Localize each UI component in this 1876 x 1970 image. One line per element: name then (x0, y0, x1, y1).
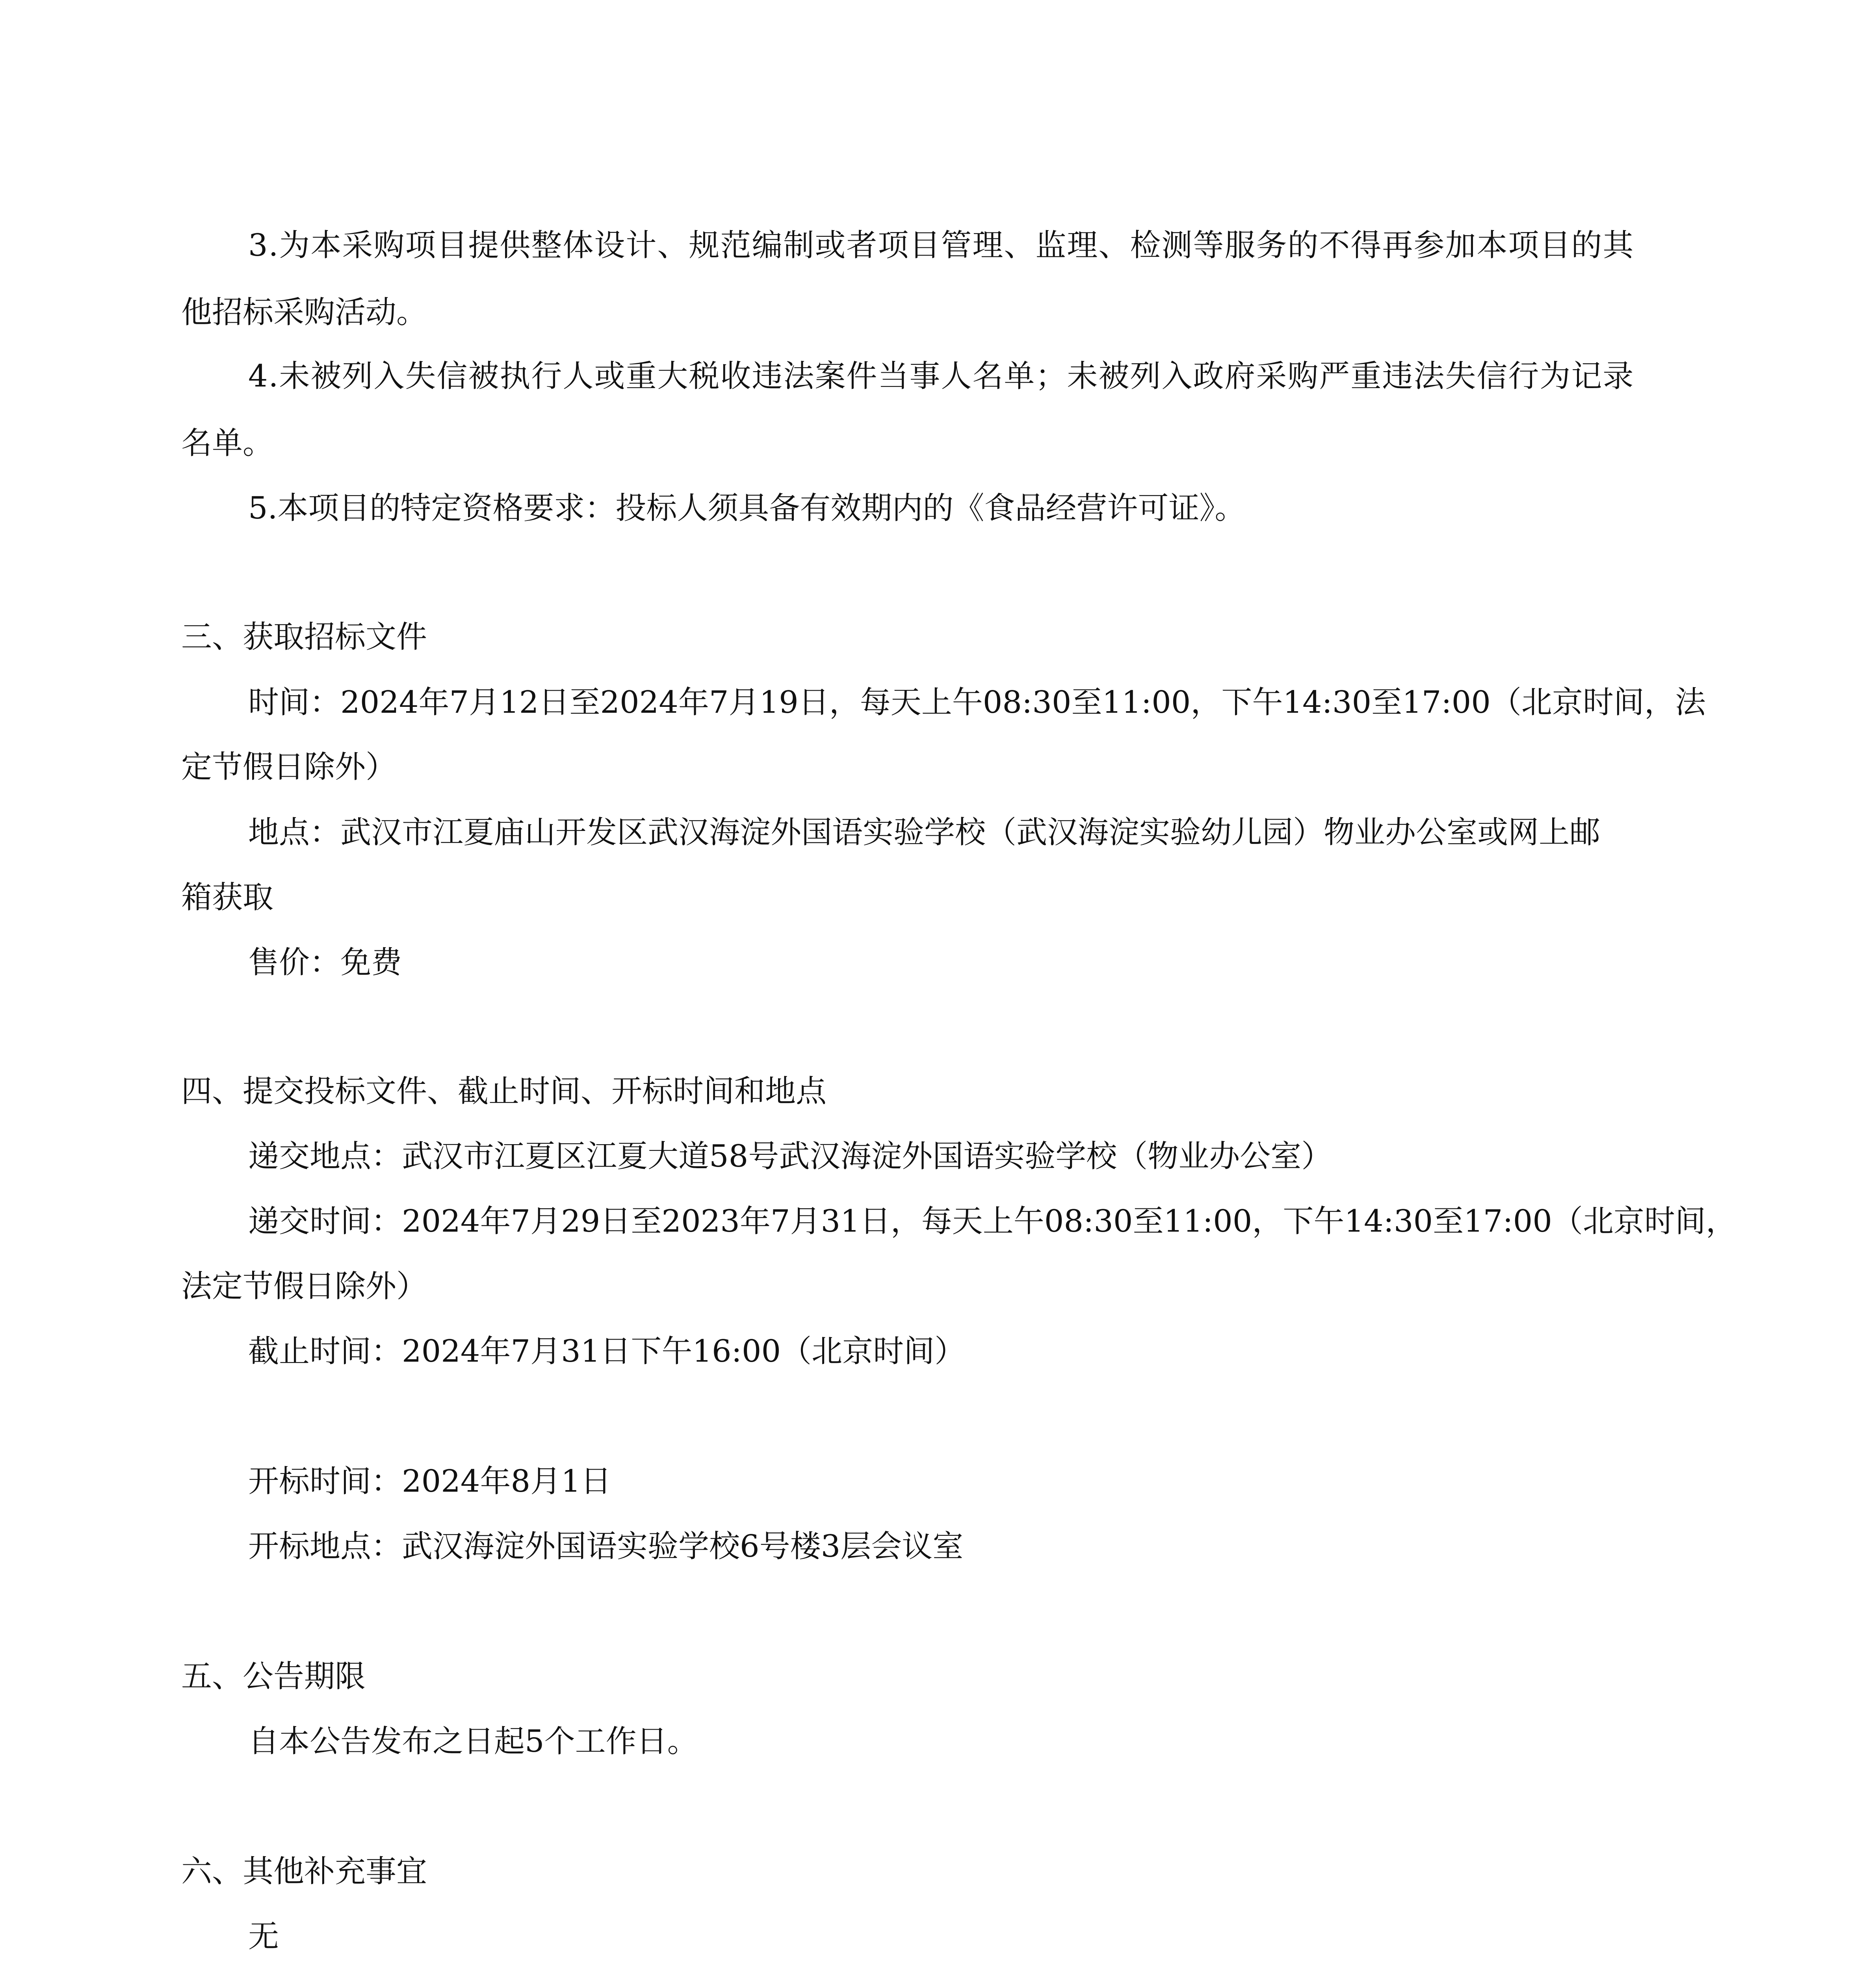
obtain-price: 售价：免费 (248, 945, 402, 980)
opening-location: 开标地点：武汉海淀外国语实验学校6号楼3层会议室 (248, 1529, 964, 1564)
obtain-time-line-1: 时间：2024年7月12日至2024年7月19日，每天上午08:30至11:00，下午14:30至17:00（北京时间，法 (248, 685, 1706, 720)
obtain-location-line-2: 箱获取 (181, 880, 274, 915)
section-4-heading: 四、提交投标文件、截止时间、开标时间和地点 (181, 1074, 827, 1109)
clause-4-line-2: 名单。 (181, 426, 274, 461)
section-6-heading: 六、其他补充事宜 (181, 1854, 427, 1889)
section-3-heading: 三、获取招标文件 (181, 619, 427, 655)
clause-5: 5.本项目的特定资格要求：投标人须具备有效期内的《食品经营许可证》。 (248, 491, 1246, 526)
submit-time-line-2: 法定节假日除外） (181, 1269, 427, 1304)
supplementary-none: 无 (248, 1919, 279, 1954)
obtain-time-line-2: 定节假日除外） (181, 749, 397, 785)
clause-3-line-2: 他招标采购活动。 (181, 295, 427, 330)
clause-3-line-1: 3.为本采购项目提供整体设计、规范编制或者项目管理、监理、检测等服务的不得再参加本项目的其 (248, 228, 1635, 263)
clause-4-line-1: 4.未被列入失信被执行人或重大税收违法案件当事人名单；未被列入政府采购严重违法失信行为记录 (248, 359, 1635, 394)
opening-time: 开标时间：2024年8月1日 (248, 1464, 611, 1499)
deadline: 截止时间：2024年7月31日下午16:00（北京时间） (248, 1334, 966, 1369)
submit-location: 递交地点：武汉市江夏区江夏大道58号武汉海淀外国语实验学校（物业办公室） (248, 1139, 1332, 1174)
obtain-location-line-1: 地点：武汉市江夏庙山开发区武汉海淀外国语实验学校（武汉海淀实验幼儿园）物业办公室或网上邮 (248, 815, 1601, 850)
section-5-heading: 五、公告期限 (181, 1659, 366, 1694)
submit-time-line-1: 递交时间：2024年7月29日至2023年7月31日，每天上午08:30至11:00，下午14:30至17:00（北京时间， (248, 1204, 1737, 1239)
notice-period: 自本公告发布之日起5个工作日。 (248, 1724, 698, 1759)
